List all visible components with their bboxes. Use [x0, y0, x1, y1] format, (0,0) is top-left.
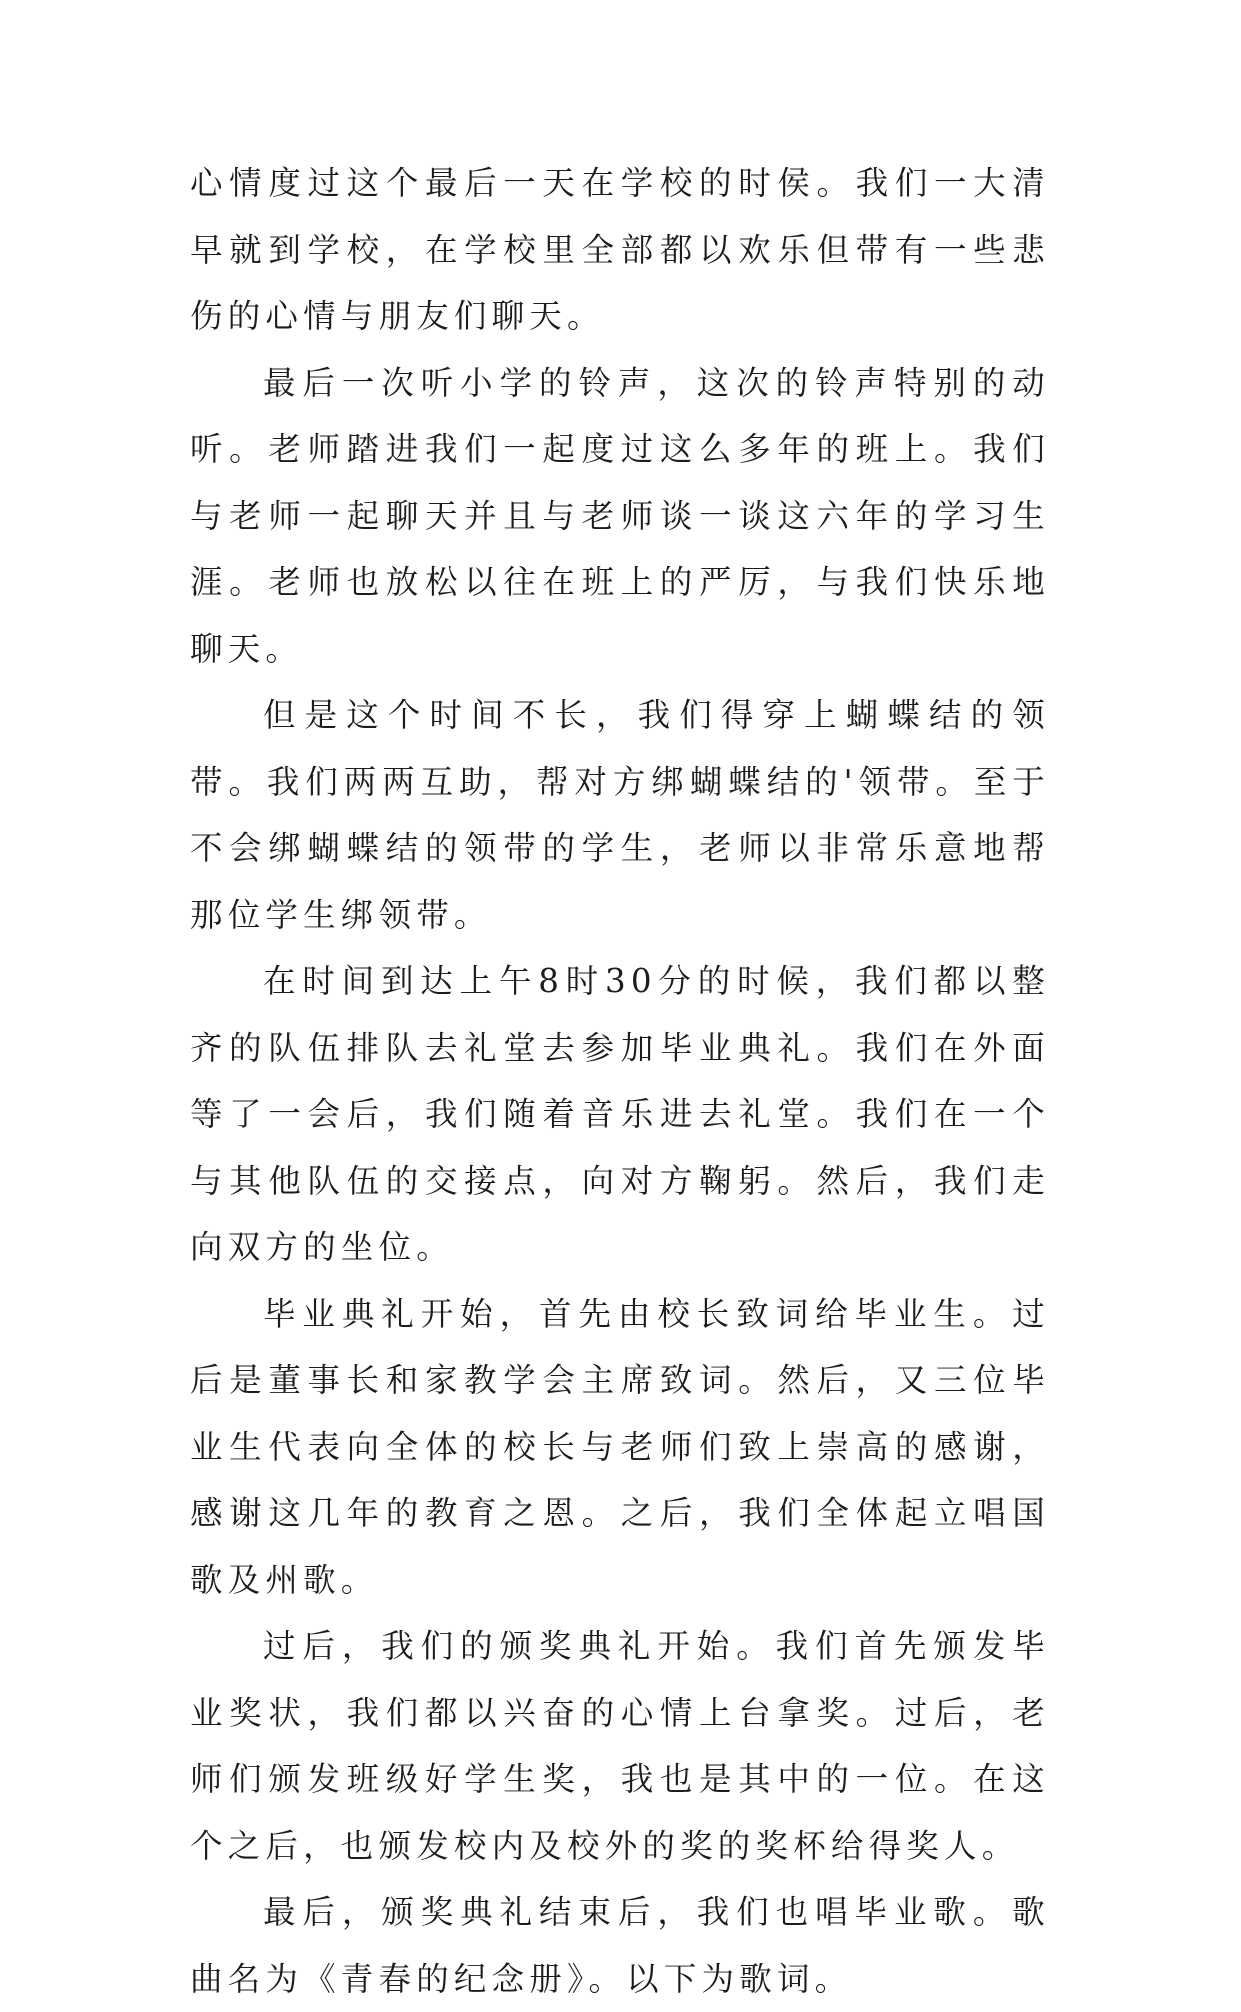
paragraph: 在时间到达上午8时30分的时候，我们都以整齐的队伍排队去礼堂去参加毕业典礼。我们在外面等了一会后，我们随着音乐进去礼堂。我们在一个与其他队伍的交接点，向对方鞠躬。然后，我们走向双方的坐位。: [190, 962, 1050, 1266]
paragraph: 心情度过这个最后一天在学校的时侯。我们一大清早就到学校，在学校里全部都以欢乐但带有一些悲伤的心情与朋友们聊天。: [190, 164, 1050, 335]
paragraph: 最后一次听小学的铃声，这次的铃声特别的动听。老师踏进我们一起度过这么多年的班上。我们与老师一起聊天并且与老师谈一谈这六年的学习生涯。老师也放松以往在班上的严厉，与我们快乐地聊天。: [190, 363, 1050, 668]
document-body: [190, 150, 1050, 2012]
paragraph: 过后，我们的颁奖典礼开始。我们首先颁发毕业奖状，我们都以兴奋的心情上台拿奖。过后，老师们颁发班级好学生奖，我也是其中的一位。在这个之后，也颁发校内及校外的奖的奖杯给得奖人。: [190, 1627, 1050, 1865]
paragraph: 毕业典礼开始，首先由校长致词给毕业生。过后是董事长和家教学会主席致词。然后，又三位毕业生代表向全体的校长与老师们致上崇高的感谢，感谢这几年的教育之恩。之后，我们全体起立唱国歌及州歌。: [190, 1294, 1050, 1599]
paragraph: 但是这个时间不长，我们得穿上蝴蝶结的领带。我们两两互助，帮对方绑蝴蝶结的'领带。至于不会绑蝴蝶结的领带的学生，老师以非常乐意地帮那位学生绑领带。: [190, 696, 1050, 934]
paragraph: 最后，颁奖典礼结束后，我们也唱毕业歌。歌曲名为《青春的纪念册》。以下为歌词。: [190, 1893, 1050, 1998]
